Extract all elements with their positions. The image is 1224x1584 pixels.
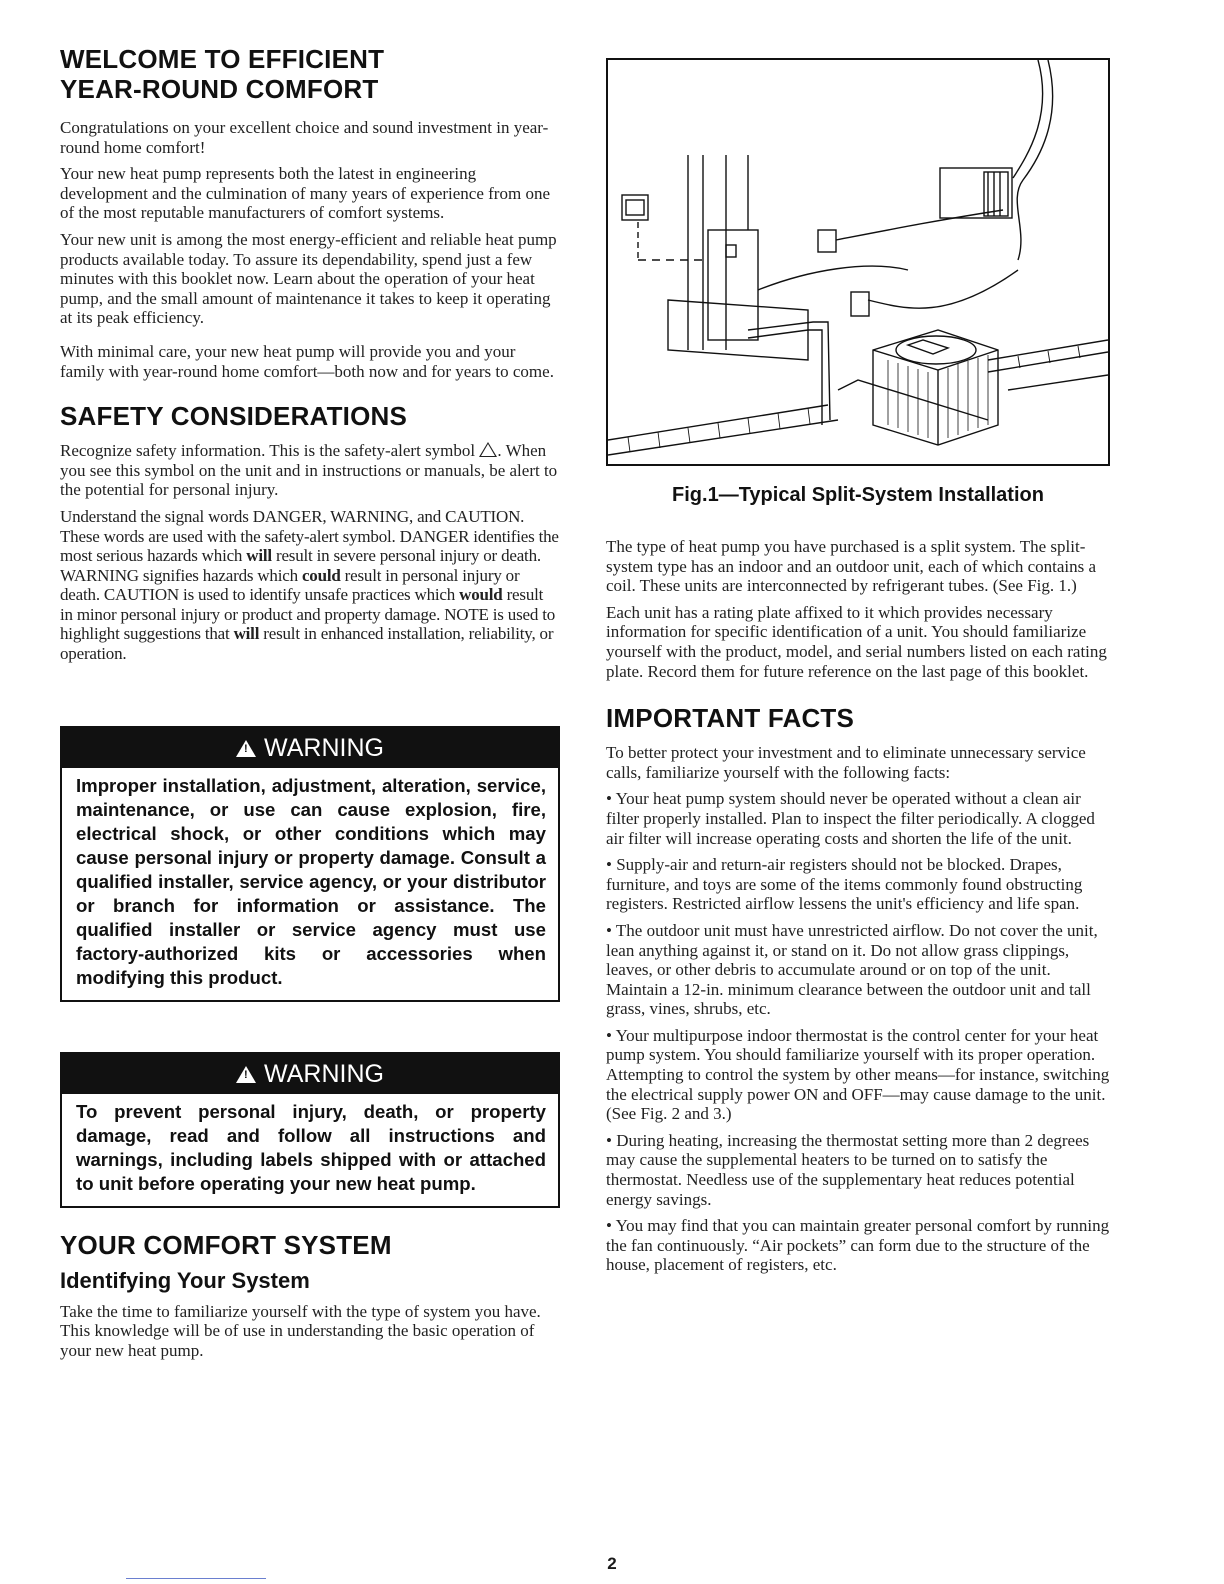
welcome-paragraph: Your new heat pump represents both the latest in engineering development and the culmination of many years of experience from one of the most reputable manufacturers of comfort systems. [60,164,550,223]
warning-text: Improper installation, adjustment, alteration, service, maintenance, or use can cause explosion, fire, electrical shock, or other conditions which may cause personal injury or property damage. Consult a qualified installer, service agency, or your distributor or branch for information or assistance. The qualified installer or service agency must use factory-authorized kits or accessories when modifying this product. [76,774,546,988]
safety-p1-text-b: . When you see this symbol on the unit and in instructions or manuals, be alert to the potential for personal injury. [60,441,558,500]
right-column [606,58,1110,1282]
facts-intro: To better protect your investment and to eliminate unnecessary service calls, familiarize yourself with the following facts: [606,743,1086,782]
left-column [60,44,560,1367]
page-number: 2 [607,1554,617,1573]
emphasis-could: could [301,565,341,585]
safety-p2-text: result in severe personal injury or death. WARNING signifies hazards which [60,546,541,585]
split-paragraph: Each unit has a rating plate affixed to it which provides necessary information for specific identification of a unit. You should familiarize yourself with the product, model, and serial numbers listed on each rating plate. Record them for future reference on the last page of this booklet. [606,602,1107,681]
emphasis-will: will [246,546,272,566]
welcome-title-line1: WELCOME TO EFFICIENT [60,44,385,74]
fact-bullet: • You may find that you can maintain greater personal comfort by running the fan continuously. “Air pockets” can form due to the structure of the house, placement of registers, etc. [606,1216,1110,1275]
safety-paragraph-1 [60,441,560,500]
warning-header [62,728,558,768]
welcome-paragraph: With minimal care, your new heat pump will provide you and your family with year-round home comfort—both now and for years to come. [60,341,554,381]
fact-bullet: • Your heat pump system should never be operated without a clean air filter properly installed. Plan to inspect the filter periodically. A clogged air filter will increase operating costs and shorten the life of the unit. [606,789,1095,848]
comfort-paragraph: Take the time to familiarize yourself with the type of system you have. This knowledge will be of use in understanding the basic operation of your new heat pump. [60,1301,541,1360]
split-paragraph: The type of heat pump you have purchased is a split system. The split-system type has an indoor and an outdoor unit, each of which contains a coil. These units are interconnected by refrigerant tubes. (See Fig. 1.) [606,537,1097,596]
welcome-paragraph: Congratulations on your excellent choice and sound investment in year-round home comfort! [60,118,549,157]
facts-title: IMPORTANT FACTS [606,703,855,734]
warning-triangle-icon [236,740,256,757]
safety-alert-symbol-icon [479,442,497,457]
footer-rule [126,1578,266,1579]
safety-paragraph-2 [60,507,560,664]
fact-bullet: • During heating, increasing the thermostat setting more than 2 degrees may cause the supplemental heaters to be turned on to satisfy the thermostat. Needless use of the supplementary heat reduces potential energy savings. [606,1130,1090,1209]
warning-triangle-icon [236,1066,256,1083]
split-system-figure [606,58,1110,466]
safety-p1-text-a: Recognize safety information. This is the safety-alert symbol [60,441,476,461]
safety-p2-text: Understand the signal words DANGER, WARNING, and CAUTION. These words are used with the safety-alert symbol. DANGER identifies the most serious hazards which [60,506,559,566]
safety-p2-text: result in personal injury or death. CAUTION is used to identify unsafe practices which [60,565,520,605]
warning-box-1 [60,726,560,1002]
emphasis-will: will [233,624,260,644]
figure-caption: Fig.1—Typical Split-System Installation [672,484,1044,506]
safety-title: SAFETY CONSIDERATIONS [60,401,408,432]
welcome-paragraph: Your new unit is among the most energy-efficient and reliable heat pump products available today. To assure its dependability, spend just a few minutes with this booklet now. Learn about the operation of your heat pump, and the small amount of maintenance it takes to keep it operating at its peak efficiency. [60,229,557,328]
safety-p2-text: result in enhanced installation, reliability, or operation. [60,624,554,664]
welcome-title [60,44,560,104]
fact-bullet: • The outdoor unit must have unrestricted airflow. Do not cover the unit, lean anything against it, or stand on it. Do not allow grass clippings, leaves, or other debris to accumulate around or on top of the unit. Maintain a 12-in. minimum clearance between the outdoor unit and tall grass, vines, shrubs, etc. [606,920,1098,1019]
comfort-title: YOUR COMFORT SYSTEM [60,1229,392,1260]
warning-label: WARNING [264,733,384,762]
warning-label: WARNING [264,1059,384,1088]
welcome-title-line2: YEAR-ROUND COMFORT [60,74,379,104]
safety-p2-text: result in minor personal injury or product and property damage. NOTE is used to highlight suggestions that [60,585,556,644]
fact-bullet: • Supply-air and return-air registers should not be blocked. Drapes, furniture, and toys are some of the items commonly found obstructing registers. Restricted airflow lessens the unit's efficiency and life span. [606,855,1083,914]
split-system-illustration [608,60,1108,464]
warning-header [62,1054,558,1094]
warning-text: To prevent personal injury, death, or property damage, read and follow all instructions and warnings, including labels shipped with or attached to unit before operating your new heat pump. [76,1100,546,1194]
fact-bullet: • Your multipurpose indoor thermostat is the control center for your heat pump system. You should familiarize yourself with its proper operation. Attempting to control the system by other means—for instance, switching the electrical supply power ON and OFF—may cause damage to the unit. (See Fig. 2 and 3.) [606,1025,1110,1124]
warning-box-2 [60,1052,560,1208]
emphasis-would: would [459,585,503,605]
comfort-subtitle: Identifying Your System [60,1267,310,1293]
